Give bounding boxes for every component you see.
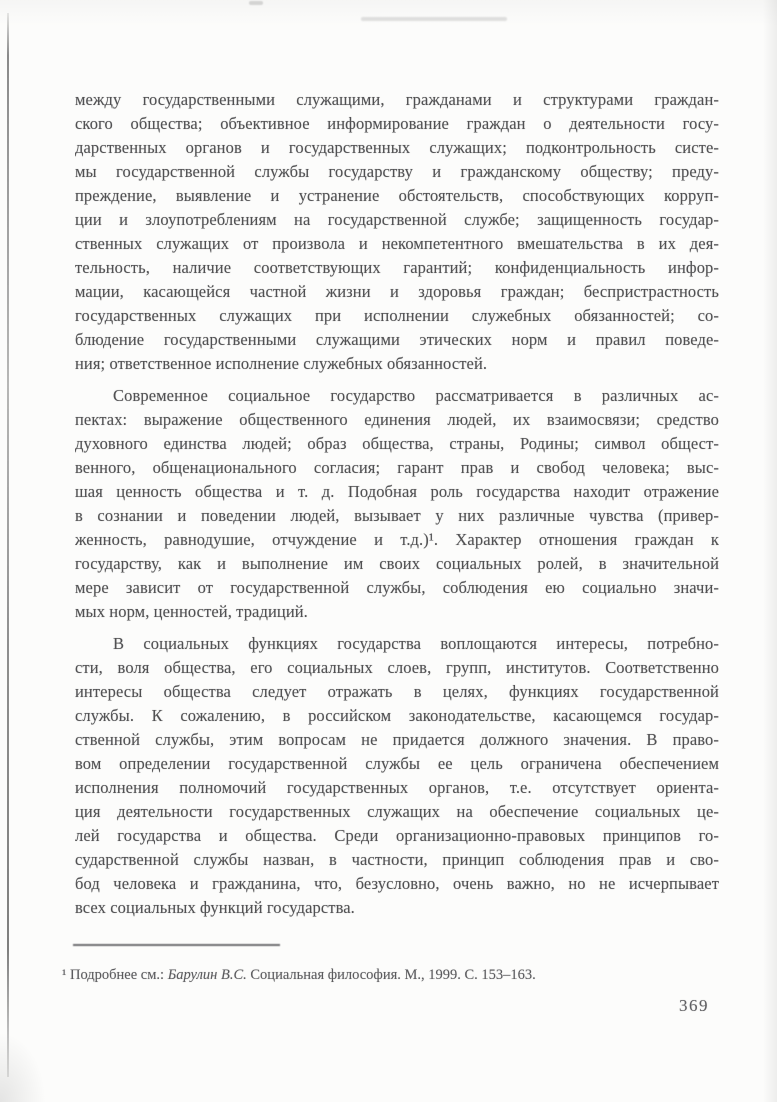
- text-line: вом определении государственной службы ее цель ограничена обеспечением: [75, 754, 719, 773]
- text-line: всех социальных функций государства.: [75, 898, 355, 917]
- text-line: сударственной службы назван, в частности, принцип соблюдения прав и сво-: [75, 850, 719, 869]
- text-line: В социальных функциях государства воплощаются интересы, потребно-: [113, 634, 719, 653]
- text-line: тельность, наличие соответствующих гарантий; конфиденциальность инфор-: [75, 258, 719, 277]
- text-line: блюдение государственными служащими этических норм и правил поведе-: [75, 330, 719, 349]
- text-line: мации, касающейся частной жизни и здоровья граждан; беспристрастность: [75, 282, 719, 301]
- text-line: женность, равнодушие, отчуждение и т.д.)¹. Характер отношения граждан к: [75, 530, 719, 549]
- text-line: сти, воля общества, его социальных слоев, групп, институтов. Соответственно: [75, 658, 719, 677]
- text-line: ции и злоупотреблениям на государственной службе; защищенность государ-: [75, 210, 719, 229]
- text-line: ственных служащих от произвола и некомпетентного вмешательства в их дея-: [75, 234, 719, 253]
- text-line: ция деятельности государственных служащих на обеспечение социальных це-: [75, 802, 719, 821]
- text-line: исполнения полномочий государственных органов, т.е. отсутствует ориента-: [75, 778, 719, 797]
- text-line: государственных служащих при исполнении служебных обязанностей; со-: [75, 306, 719, 325]
- text-line: духовного единства людей; образ общества, страны, Родины; символ общест-: [75, 434, 719, 453]
- text-line: венного, общенационального согласия; гарант прав и свобод человека; выс-: [75, 458, 719, 477]
- text-line: государству, как и выполнение им своих социальных ролей, в значительной: [75, 554, 719, 573]
- text-line: дарственных органов и государственных служащих; подконтрольность систе-: [75, 138, 719, 157]
- paragraph-1: [75, 88, 719, 376]
- text-line: ственной службы, этим вопросам не придается должного значения. В право-: [75, 730, 719, 749]
- text-line: ния; ответственное исполнение служебных обязанностей.: [75, 354, 488, 373]
- paragraph-3: [75, 632, 719, 920]
- scan-top-shadow: [0, 0, 777, 26]
- footnote-reference-text: Социальная философия. М., 1999. С. 153–163.: [246, 967, 536, 983]
- footnote-marker-and-prefix: ¹ Подробнее см.:: [62, 967, 168, 983]
- paragraph-2: [75, 384, 719, 624]
- text-line: службы. К сожалению, в российском законодательстве, касающемся государ-: [75, 706, 719, 725]
- scan-smudge: [249, 1, 263, 5]
- scan-page-edge-shadow: [763, 0, 777, 1102]
- text-line: лей государства и общества. Среди организационно-правовых принципов го-: [75, 826, 719, 845]
- text-line: мы государственной службы государству и гражданскому обществу; преду-: [75, 162, 719, 181]
- text-line: Современное социальное государство рассматривается в различных ас-: [113, 386, 719, 405]
- body-text: [75, 88, 719, 920]
- footnote-author: Барулин В.С.: [167, 967, 247, 983]
- footnote-separator-rule: [73, 944, 280, 946]
- text-line: интересы общества следует отражать в целях, функциях государственной: [75, 682, 719, 701]
- text-line: шая ценность общества и т. д. Подобная роль государства находит отражение: [75, 482, 719, 501]
- text-line: в сознании и поведении людей, вызывает у них различные чувства (привер-: [75, 506, 719, 525]
- page-number: 369: [679, 996, 709, 1015]
- scan-binding-edge-line: [7, 13, 9, 1077]
- text-line: ского общества; объективное информирование граждан о деятельности госу-: [75, 114, 719, 133]
- text-line: преждение, выявление и устранение обстоятельств, способствующих корруп-: [75, 186, 719, 205]
- text-line: мере зависит от государственной службы, соблюдения ею социально значи-: [75, 578, 719, 597]
- text-line: мых норм, ценностей, традиций.: [75, 602, 308, 621]
- text-line: между государственными служащими, гражданами и структурами граждан-: [75, 90, 719, 109]
- text-line: бод человека и гражданина, что, безусловно, очень важно, но не исчерпывает: [75, 874, 719, 893]
- text-line: пектах: выражение общественного единения людей, их взаимосвязи; средство: [75, 410, 719, 429]
- footnote: [62, 965, 642, 985]
- scan-corner-shadow: [0, 1032, 46, 1102]
- scan-smudge: [361, 17, 507, 21]
